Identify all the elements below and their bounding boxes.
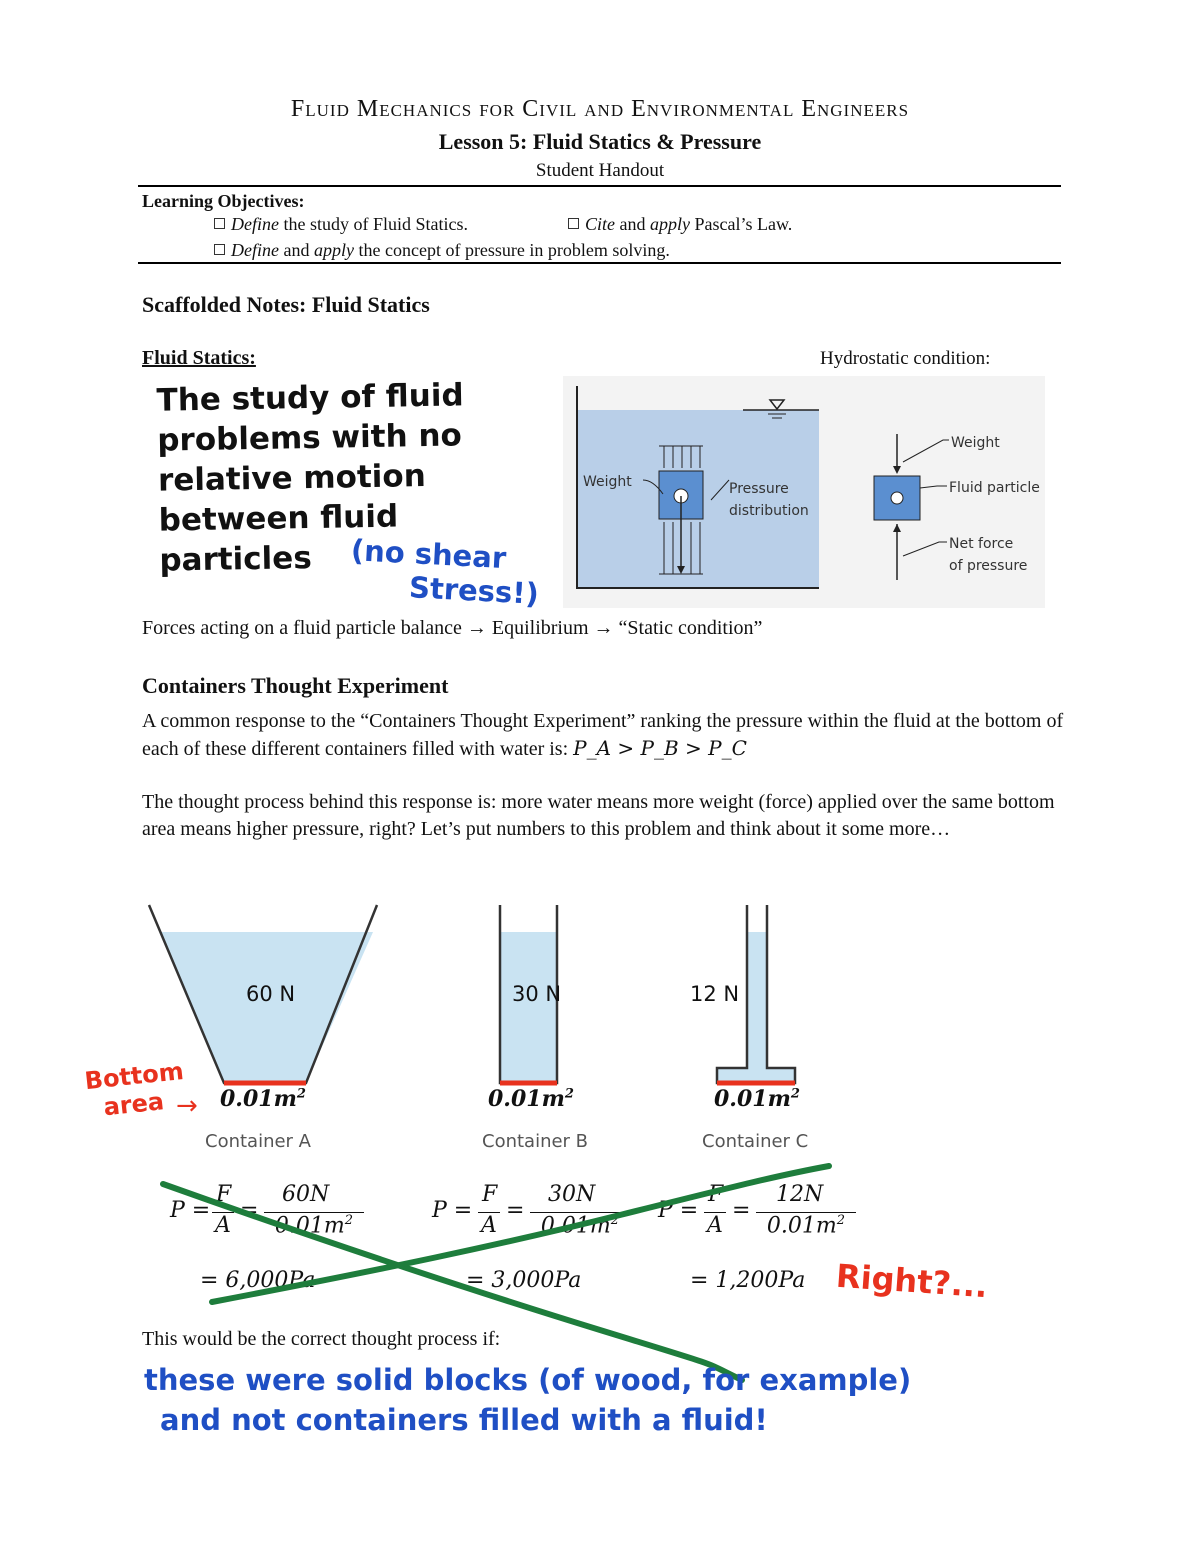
checkbox-icon [568, 218, 579, 229]
handwritten-definition: The study of fluid problems with no relative motion between fluid particles [156, 377, 464, 579]
containers-heading: Containers Thought Experiment [142, 673, 449, 698]
handout-subtitle: Student Handout [535, 160, 665, 181]
containers-para-1: A common response to the “Containers Thought Experiment” ranking the pressure within the fluid at the bottom of each of these different containers filled with water is: P_A > P_B > P_C [142, 710, 1064, 760]
containers-para-2: The thought process behind this response is: more water means more weight (force) applied over the same bottom area means higher pressure, right? Let’s put numbers to this problem and think about it some more… [142, 791, 1055, 840]
objective-1: Define the study of Fluid Statics. [214, 214, 468, 235]
handwritten-conclusion: these were solid blocks (of wood, for example) and not containers filled with a fluid! [144, 1363, 912, 1437]
hydrostatic-label: Hydrostatic condition: [820, 348, 991, 369]
top-rule [138, 185, 1061, 187]
pressure-ranking: P_A > P_B > P_C [573, 736, 747, 760]
svg-text:distribution: distribution [729, 503, 809, 519]
section-heading: Scaffolded Notes: Fluid Statics [142, 292, 430, 317]
svg-text:Fluid particle: Fluid particle [949, 480, 1040, 496]
fluid-statics-label: Fluid Statics: [142, 347, 256, 369]
objectives-title: Learning Objectives: [142, 191, 305, 211]
weight-label-c: 12 N [690, 982, 740, 1006]
result-a: = 6,000Pa [200, 1268, 316, 1293]
checkbox-icon [214, 244, 225, 255]
area-label-c: $0.01m^2$ [714, 1086, 800, 1112]
container-a-label: Container A [205, 1131, 311, 1152]
svg-text:Net force: Net force [949, 536, 1014, 552]
svg-text:Weight: Weight [951, 435, 1000, 451]
objective-3: Define and apply the concept of pressure in problem solving. [214, 240, 670, 261]
svg-text:Weight: Weight [583, 474, 632, 490]
lesson-title: Lesson 5: Fluid Statics & Pressure [438, 129, 762, 154]
course-title: Fluid Mechanics for Civil and Environmental Engineers [290, 96, 910, 122]
weight-label-b: 30 N [512, 982, 562, 1006]
result-c: = 1,200Pa [690, 1268, 806, 1293]
svg-text:of pressure: of pressure [949, 558, 1028, 574]
right-note: Right?... [834, 1256, 989, 1306]
conclusion-text: This would be the correct thought process if: [142, 1328, 501, 1350]
objective-2: Cite and apply Pascal’s Law. [568, 214, 792, 235]
area-label-a: $0.01m^2$ [220, 1086, 306, 1112]
hydrostatic-figure [563, 376, 1045, 608]
result-b: = 3,000Pa [466, 1268, 582, 1293]
objectives-rule [138, 262, 1061, 264]
bottom-area-note: Bottom area [83, 1056, 185, 1122]
arrow-icon: → [176, 1091, 198, 1121]
svg-text:Pressure: Pressure [729, 481, 789, 497]
forces-line: Forces acting on a fluid particle balance → Equilibrium → “Static condition” [142, 617, 763, 639]
checkbox-icon [214, 218, 225, 229]
handwritten-note: (no shear Stress!) [350, 533, 540, 611]
weight-label-a: 60 N [246, 982, 296, 1006]
area-label-b: $0.01m^2$ [488, 1086, 574, 1112]
container-c-label: Container C [702, 1131, 809, 1152]
container-b-label: Container B [482, 1131, 589, 1152]
